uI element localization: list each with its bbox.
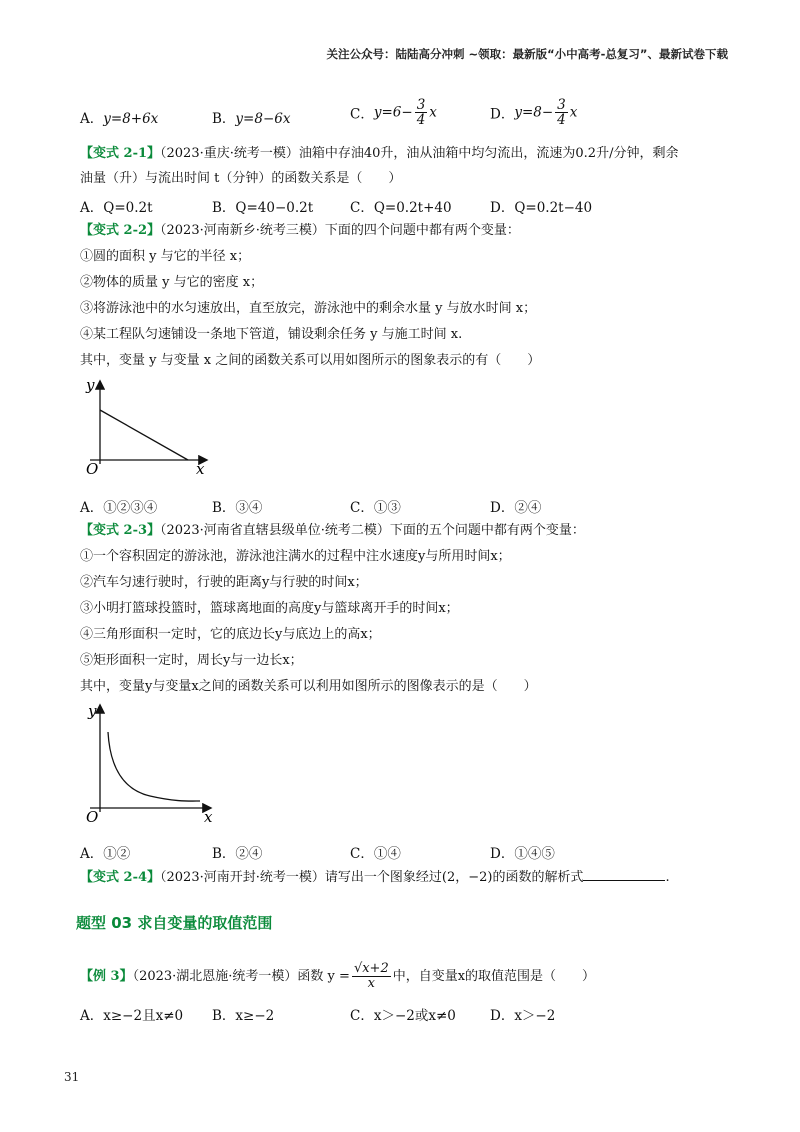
ex3-option-c: C．x＞−2或x≠0 bbox=[350, 1008, 456, 1024]
q23-tag: 【变式 2-3】 bbox=[80, 523, 161, 538]
option-b: B．y=8−6x bbox=[212, 111, 291, 127]
q24-line: 【变式 2-4】（2023·河南开封·统考一模）请写出一个图象经过(2，−2)的函数的解析式 . bbox=[80, 870, 670, 885]
q24-tag: 【变式 2-4】 bbox=[80, 870, 161, 885]
q22-option-b: B．③④ bbox=[212, 500, 263, 516]
q21-tag: 【变式 2-1】 bbox=[80, 146, 161, 161]
q21-option-d: D．Q=0.2t−40 bbox=[490, 200, 593, 216]
page-header: 关注公众号：陆陆高分冲刺 ~领取：最新版“小中高考-总复习”、最新试卷下载 bbox=[326, 47, 728, 61]
q22-x-label: x bbox=[196, 460, 205, 478]
q23-origin-label: O bbox=[86, 808, 99, 826]
q22-item-2: ②物体的质量 y 与它的密度 x； bbox=[80, 275, 264, 290]
ex3-tag: 【例 3】 bbox=[80, 969, 133, 984]
ex3-option-b: B．x≥−2 bbox=[212, 1008, 275, 1024]
q23-x-label: x bbox=[204, 808, 213, 826]
ex3-option-a: A．x≥−2且x≠0 bbox=[80, 1008, 184, 1024]
q22-tag: 【变式 2-2】 bbox=[80, 223, 161, 238]
q24-answer-blank bbox=[583, 868, 665, 881]
q24-point: (2，−2) bbox=[441, 870, 493, 885]
page-number: 31 bbox=[64, 1070, 80, 1084]
q23-y-label: y bbox=[88, 702, 97, 720]
option-c: C．y=6− $\frac{3}{4}$ x bbox=[350, 97, 437, 128]
q23-option-a: A．①② bbox=[80, 846, 131, 862]
q22-option-a: A．①②③④ bbox=[80, 500, 158, 516]
q22-question: 其中，变量 y 与变量 x 之间的函数关系可以用如图所示的图象表示的有（ ） bbox=[80, 353, 541, 368]
q23-option-d: D．①④⑤ bbox=[490, 846, 555, 862]
q23-question: 其中，变量y与变量x之间的函数关系可以利用如图所示的图像表示的是（ ） bbox=[80, 679, 537, 694]
ex3-option-d: D．x＞−2 bbox=[490, 1008, 556, 1024]
q22-graph bbox=[78, 376, 218, 478]
q22-item-3: ③将游泳池中的水匀速放出，直至放完，游泳池中的剩余水量 y 与放水时间 x； bbox=[80, 301, 537, 316]
q23-item-3: ③小明打篮球投篮时，篮球离地面的高度y与篮球离开手的时间x； bbox=[80, 601, 459, 616]
q22-option-c: C．①③ bbox=[350, 500, 401, 516]
q22-item-4: ④某工程队匀速铺设一条地下管道，铺设剩余任务 y 与施工时间 x. bbox=[80, 327, 463, 342]
q23-option-c: C．①④ bbox=[350, 846, 401, 862]
q23-option-b: B．②④ bbox=[212, 846, 263, 862]
q21-option-c: C．Q=0.2t+40 bbox=[350, 200, 452, 216]
q23-item-5: ⑤矩形面积一定时，周长y与一边长x； bbox=[80, 653, 303, 668]
q22-origin-label: O bbox=[86, 460, 99, 478]
q21-option-a: A．Q=0.2t bbox=[80, 200, 153, 216]
q21-option-b: B．Q=40−0.2t bbox=[212, 200, 314, 216]
q23-graph bbox=[80, 698, 220, 826]
q22-line1: 【变式 2-2】（2023·河南新乡·统考三模）下面的四个问题中都有两个变量： bbox=[80, 223, 520, 238]
q23-item-4: ④三角形面积一定时，它的底边长y与底边上的高x； bbox=[80, 627, 381, 642]
q22-item-1: ①圆的面积 y 与它的半径 x； bbox=[80, 249, 251, 264]
q22-decreasing-line bbox=[100, 410, 188, 460]
ex3-line: 【例 3】（2023·湖北恩施·统考一模）函数 y = $\frac{√x+2}{x}$ 中，自变量x的取值范围是（ ） bbox=[80, 961, 596, 991]
q23-hyperbola-curve bbox=[108, 732, 200, 801]
q23-line1: 【变式 2-3】（2023·河南省直辖县级单位·统考二模）下面的五个问题中都有两个变量： bbox=[80, 523, 585, 538]
option-d: D．y=8− $\frac{3}{4}$ x bbox=[490, 97, 578, 128]
q22-y-label: y bbox=[86, 376, 95, 394]
q23-item-1: ①一个容积固定的游泳池，游泳池注满水的过程中注水速度y与所用时间x； bbox=[80, 549, 511, 564]
section-heading: 题型 03 求自变量的取值范围 bbox=[76, 914, 273, 932]
option-a: A．y=8+6x bbox=[80, 111, 159, 127]
q23-item-2: ②汽车匀速行驶时，行驶的距离y与行驶的时间x； bbox=[80, 575, 368, 590]
q22-option-d: D．②④ bbox=[490, 500, 542, 516]
q21-line1: 【变式 2-1】（2023·重庆·统考一模）油箱中存油40升，油从油箱中均匀流出，流速为0.2升/分钟，剩余 bbox=[80, 146, 679, 161]
q21-line2: 油量（升）与流出时间 t（分钟）的函数关系是（ ） bbox=[80, 171, 402, 186]
